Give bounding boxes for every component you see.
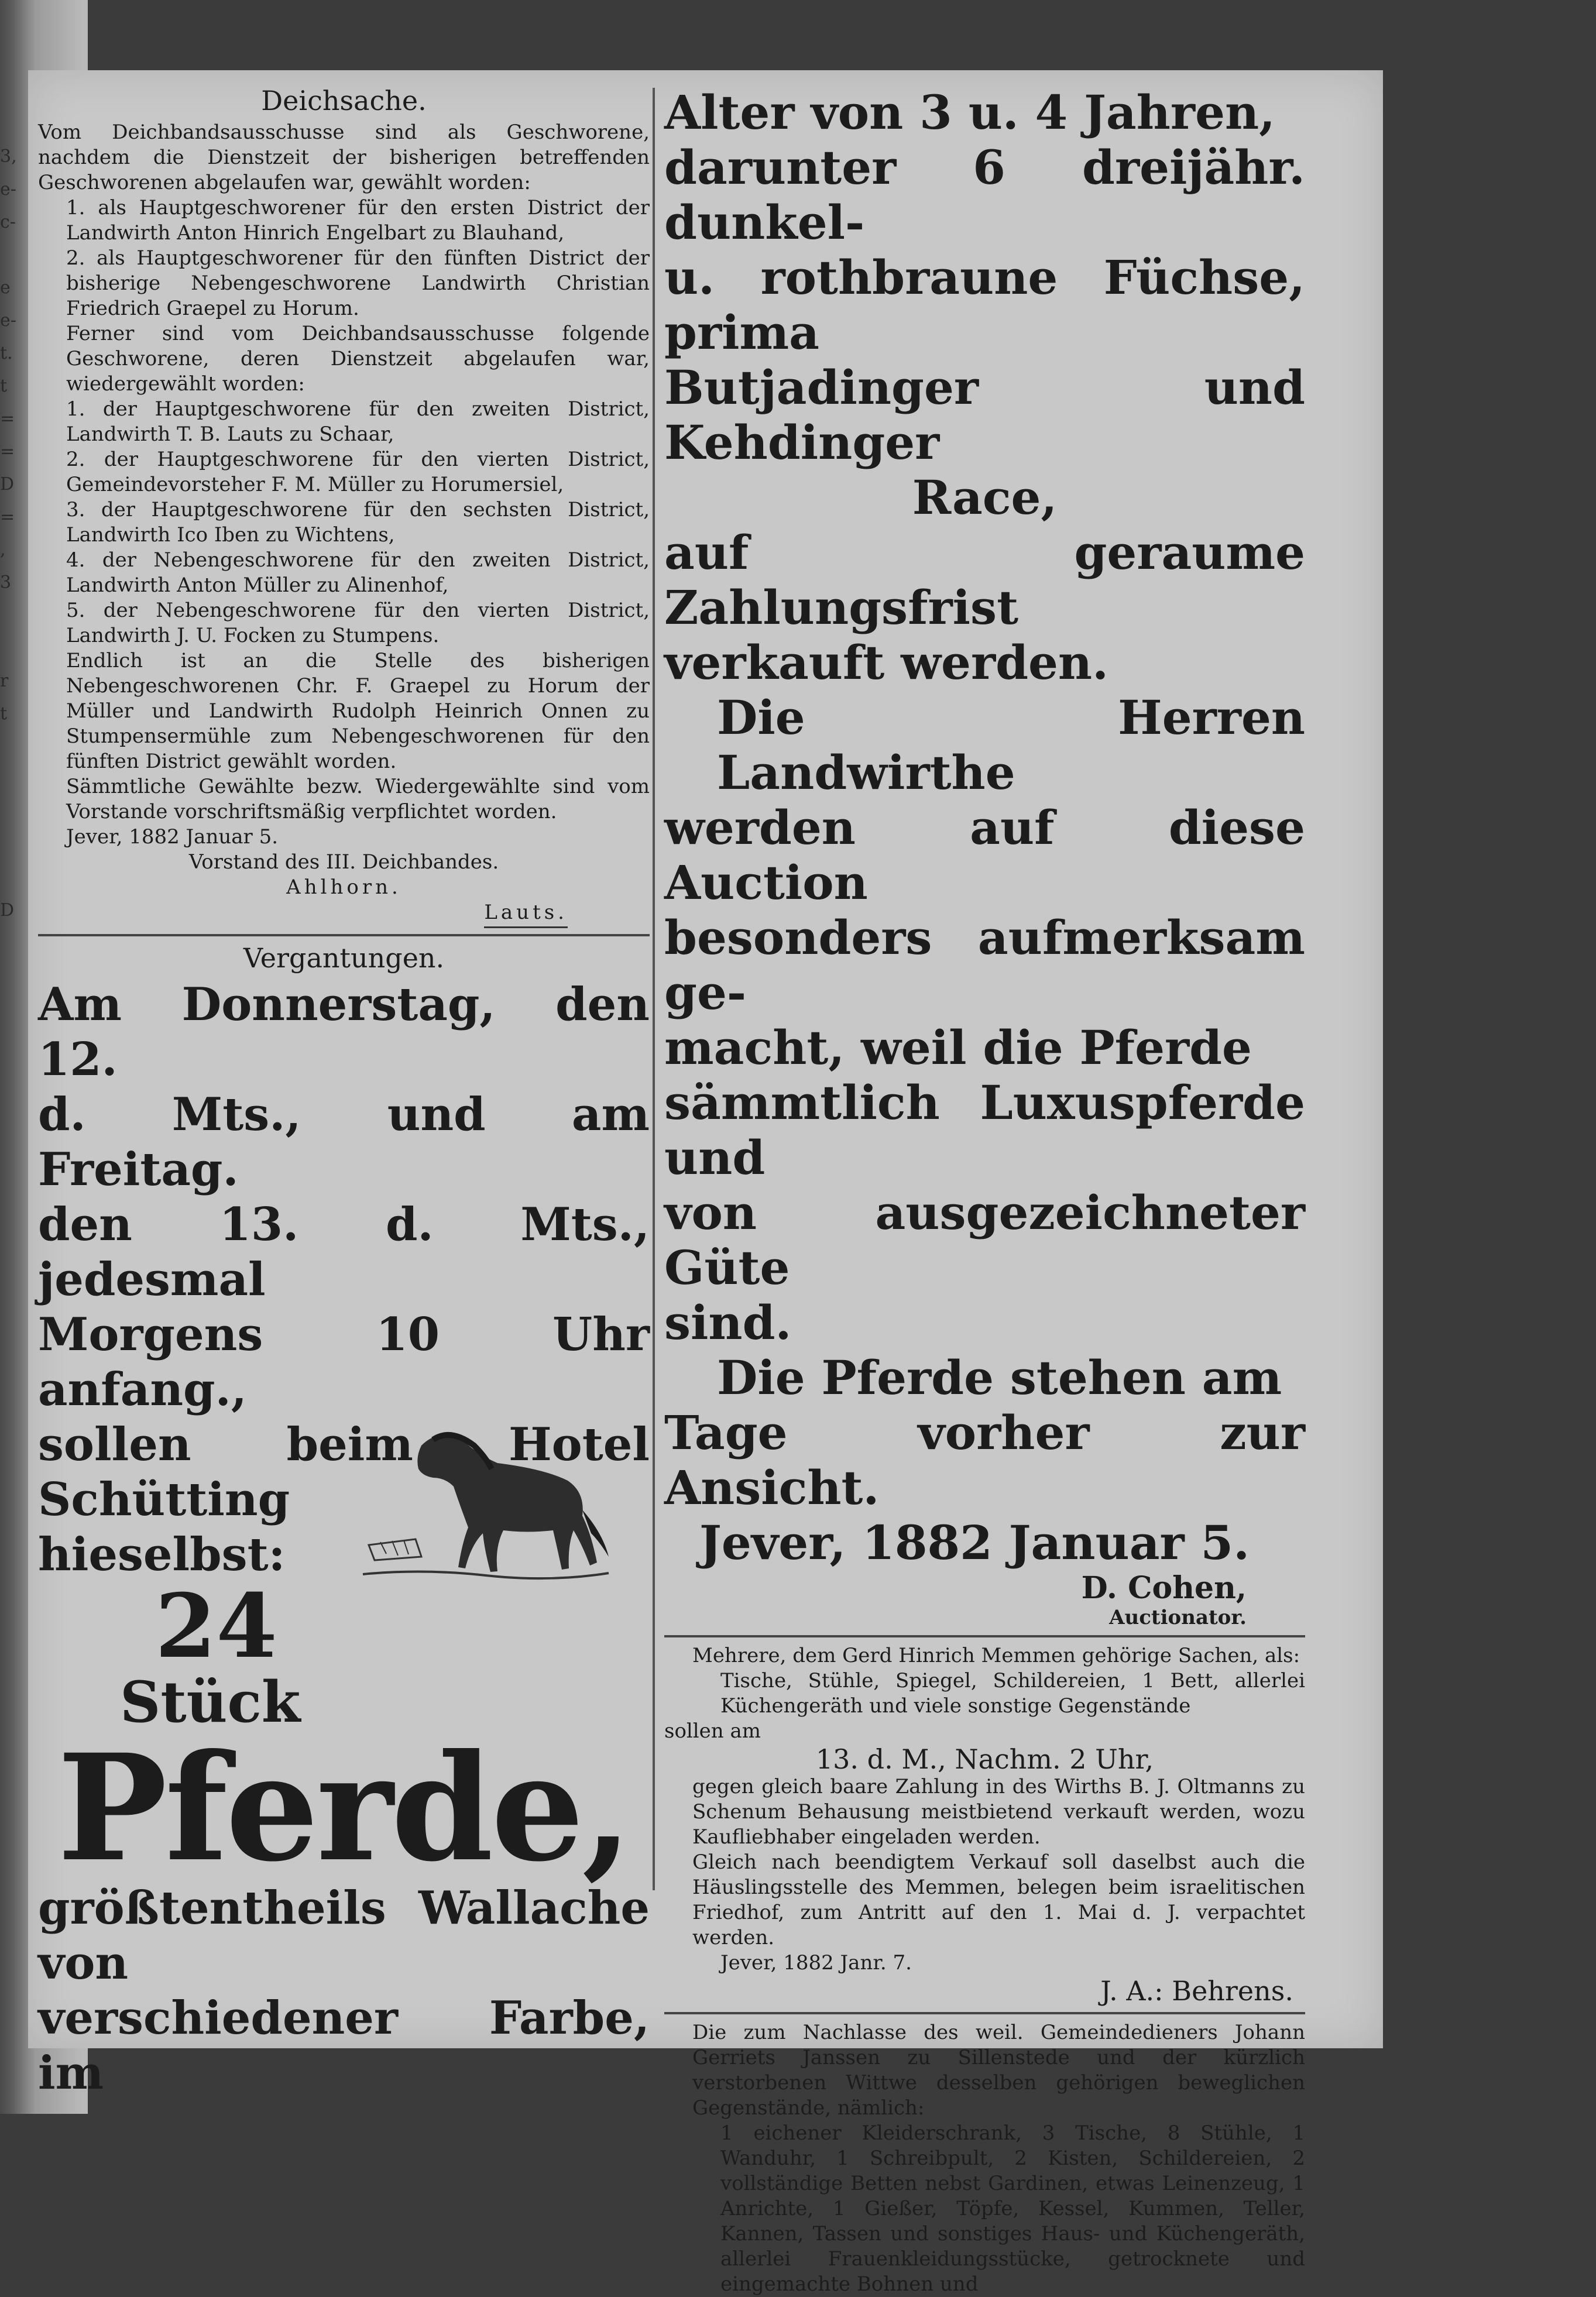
vergantungen-after: verschiedener Farbe, im <box>38 1992 650 2100</box>
continuation-line: Race, <box>912 470 1058 525</box>
continuation-line: verkauft werden. <box>664 635 1108 690</box>
deichsache-sign-lauts: Lauts. <box>484 900 568 928</box>
edge-char: e <box>0 277 11 298</box>
left-column <box>38 85 650 2101</box>
ansicht-line: Die Pferde stehen am <box>717 1350 1282 1405</box>
edge-char <box>0 730 23 763</box>
previous-page-edge-text <box>0 140 23 927</box>
auctioneer-name: D. Cohen, <box>1081 1570 1247 1606</box>
memmen-date: Jever, 1882 Janr. 7. <box>720 1951 912 1975</box>
memmen-notice <box>664 1643 1305 2006</box>
vergantungen-line: hieselbst: <box>38 1528 286 1581</box>
herren-line: besonders aufmerksam ge- <box>664 910 1305 1020</box>
edge-char: = <box>0 507 15 527</box>
janssen-intro: Die zum Nachlasse des weil. Gemeindedieners Johann Gerriets Janssen zu Sillenstede und der kürzlich verstorbenen Wittwe desselben gehörigen beweglichen Gegenstände, nämlich: <box>692 2021 1305 2120</box>
edge-char: = <box>0 441 15 462</box>
vergantungen-after: größtentheils Wallache von <box>38 1881 650 1990</box>
edge-char <box>0 861 23 894</box>
herren-line: werden auf diese Auction <box>664 800 1305 910</box>
edge-char: t <box>0 703 8 724</box>
auction-date: Jever, 1882 Januar 5. <box>699 1515 1250 1570</box>
edge-char: , <box>0 540 6 560</box>
edge-char: D <box>0 474 15 495</box>
herren-line: sämmtlich Luxuspferde und <box>664 1075 1305 1185</box>
continuation-line: darunter 6 dreijähr. dunkel- <box>664 140 1305 250</box>
section-rule <box>664 1635 1305 1637</box>
column-divider <box>653 88 655 1890</box>
edge-char <box>0 632 23 665</box>
edge-char <box>0 829 23 861</box>
edge-char: D <box>0 900 15 921</box>
right-column <box>664 85 1305 2297</box>
vergantungen-line: Morgens 10 Uhr anfang., <box>38 1308 650 1416</box>
janssen-notice <box>664 2020 1305 2297</box>
memmen-when: 13. d. M., Nachm. 2 Uhr, <box>815 1743 1154 1775</box>
deichsache-endlich: Endlich ist an die Stelle des bisherigen Nebengeschworenen Chr. F. Graepel zu Horum der Müller und Landwirth Rudolph Heinrich Onnen zu Stumpensermühle zum Nebengeschworenen für den fünften District gewählt worden. <box>66 649 650 773</box>
deichsache-item: 2. als Hauptgeschworener für den fünften District der bisherige Nebengeschworene Landwirth Christian Friedrich Graepel zu Horum. <box>66 246 650 320</box>
herren-line: Die Herren Landwirthe <box>717 690 1305 800</box>
horse-count: 24 <box>155 1575 277 1678</box>
horse-illustration-icon <box>351 1422 620 1604</box>
herren-line: sind. <box>664 1295 792 1350</box>
continuation-line: Alter von 3 u. 4 Jahren, <box>664 85 1275 140</box>
edge-char: = <box>0 408 15 429</box>
edge-char: e- <box>0 310 16 331</box>
auctioneer-title: Auctionator. <box>1109 1606 1247 1629</box>
deichsache-item: 2. der Hauptgeschworene für den vierten District, Gemeindevorsteher F. M. Müller zu Horumersiel, <box>66 448 650 496</box>
janssen-items: 1 eichener Kleiderschrank, 3 Tische, 8 Stühle, 1 Wanduhr, 1 Schreibpult, 2 Kisten, Schildereien, 2 vollständige Betten nebst Gardinen, etwas Leinenzeug, 1 Anrichte, 1 Gießer, Töpfe, Kessel, Kummen, Teller, Kannen, Tassen und sonstiges Haus- und Küchengeräth, allerlei Frauenkleidungsstücke, getrocknete und eingemachte Bohnen und <box>720 2121 1305 2296</box>
edge-char: r <box>0 671 9 691</box>
deichsache-ferner: Ferner sind vom Deichbandsausschusse folgende Geschworene, deren Dienstzeit abgelaufen war, wiedergewählt worden: <box>66 322 650 396</box>
deichsache-sign-ahlhorn: Ahlhorn. <box>286 875 401 899</box>
vergantungen-line: Am Donnerstag, den 12. <box>38 978 650 1086</box>
edge-char <box>0 763 23 796</box>
deichsache-notice <box>38 85 650 928</box>
deichsache-date: Jever, 1882 Januar 5. <box>66 825 279 849</box>
edge-char: c- <box>0 212 16 232</box>
memmen-body: gegen gleich baare Zahlung in des Wirths B. J. Oltmanns zu Schenum Behausung meistbietend verkauft werden, wozu Kaufliebhaber eingeladen werden. <box>692 1775 1305 1849</box>
continuation-line: Butjadinger und Kehdinger <box>664 360 1305 470</box>
memmen-items: Tische, Stühle, Spiegel, Schildereien, 1 Bett, allerlei Küchengeräth und viele sonstige Gegenstände <box>720 1669 1305 1718</box>
edge-char: 3, <box>0 146 17 167</box>
ansicht-line: Tage vorher zur Ansicht. <box>664 1405 1305 1515</box>
edge-char: 3 <box>0 572 12 593</box>
memmen-intro: Mehrere, dem Gerd Hinrich Memmen gehörige Sachen, als: <box>692 1644 1300 1667</box>
edge-char <box>0 796 23 829</box>
deichsache-item: 3. der Hauptgeschworene für den sechsten District, Landwirth Ico Iben zu Wichtens, <box>66 498 650 547</box>
deichsache-board: Vorstand des III. Deichbandes. <box>188 850 499 874</box>
vergantungen-line: d. Mts., und am Freitag. <box>38 1088 650 1196</box>
vergantungen-line: den 13. d. Mts., jedesmal <box>38 1198 650 1306</box>
deichsache-intro: Vom Deichbandsausschusse sind als Geschworene, nachdem die Dienstzeit der bisherigen betreffenden Geschworenen abgelaufen war, gewählt worden: <box>38 121 650 194</box>
herren-line: macht, weil die Pferde <box>664 1020 1252 1075</box>
vergantungen-heading: Vergantungen. <box>243 942 445 974</box>
deichsache-item: 1. der Hauptgeschworene für den zweiten District, Landwirth T. B. Lauts zu Schaar, <box>66 397 650 446</box>
vergantungen-line: sollen beim Hotel Schütting <box>38 1418 650 1526</box>
section-rule <box>38 934 650 936</box>
deichsache-item: 5. der Nebengeschworene für den vierten District, Landwirth J. U. Focken zu Stumpens. <box>66 599 650 647</box>
memmen-gleich: Gleich nach beendigtem Verkauf soll daselbst auch die Häuslingsstelle des Memmen, belegen beim israelitischen Friedhof, zum Antritt auf den 1. Mai d. J. verpachtet werden. <box>692 1850 1305 1949</box>
edge-char <box>0 239 23 272</box>
auction-continuation <box>664 85 1305 1570</box>
deichsache-saemmtliche: Sämmtliche Gewählte bezw. Wiedergewählte sind vom Vorstande vorschriftsmäßig verpflichtet worden. <box>66 775 650 823</box>
pferde-headline: Pferde, <box>57 1722 631 1894</box>
herren-line: von ausgezeichneter Güte <box>664 1185 1305 1295</box>
deichsache-heading: Deichsache. <box>261 85 427 116</box>
edge-char <box>0 599 23 632</box>
edge-char: t <box>0 376 8 396</box>
continuation-line: u. rothbraune Füchse, prima <box>664 250 1305 360</box>
edge-char: e- <box>0 179 16 200</box>
memmen-sollen: sollen am <box>664 1719 761 1743</box>
stueck-label: Stück <box>120 1669 301 1735</box>
edge-char: t. <box>0 343 13 363</box>
section-rule <box>664 2012 1305 2014</box>
continuation-line: auf geraume Zahlungsfrist <box>664 525 1305 635</box>
deichsache-item: 4. der Nebengeschworene für den zweiten District, Landwirth Anton Müller zu Alinenhof, <box>66 548 650 597</box>
deichsache-item: 1. als Hauptgeschworener für den ersten District der Landwirth Anton Hinrich Engelbart zu Blauhand, <box>66 196 650 245</box>
memmen-sign: J. A.: Behrens. <box>1100 1975 1293 2007</box>
